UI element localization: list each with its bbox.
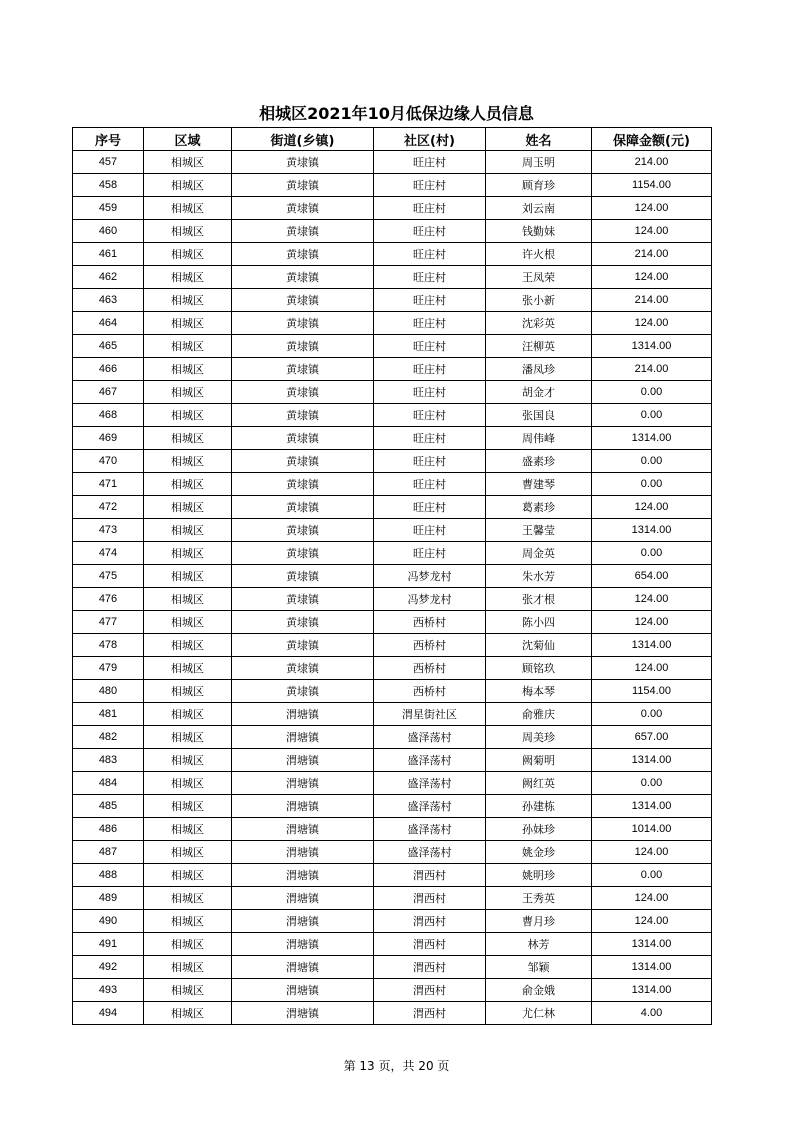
cell-street: 黄埭镇 [232, 197, 374, 220]
cell-amount: 124.00 [592, 496, 712, 519]
cell-street: 黄埭镇 [232, 588, 374, 611]
cell-index: 493 [73, 979, 144, 1002]
table-row [73, 703, 712, 726]
cell-amount: 124.00 [592, 266, 712, 289]
table-row [73, 818, 712, 841]
cell-community: 旺庄村 [374, 220, 486, 243]
cell-name: 梅本琴 [486, 680, 592, 703]
cell-community: 西桥村 [374, 634, 486, 657]
cell-community: 旺庄村 [374, 542, 486, 565]
column-header-index: 序号 [73, 128, 144, 151]
cell-name: 沈彩英 [486, 312, 592, 335]
cell-region: 相城区 [144, 657, 232, 680]
table-row [73, 565, 712, 588]
cell-region: 相城区 [144, 519, 232, 542]
cell-region: 相城区 [144, 887, 232, 910]
cell-name: 钱勤妹 [486, 220, 592, 243]
cell-street: 黄埭镇 [232, 634, 374, 657]
cell-index: 478 [73, 634, 144, 657]
cell-index: 487 [73, 841, 144, 864]
cell-street: 渭塘镇 [232, 956, 374, 979]
table-row [73, 243, 712, 266]
cell-index: 470 [73, 450, 144, 473]
cell-region: 相城区 [144, 611, 232, 634]
cell-street: 黄埭镇 [232, 611, 374, 634]
cell-index: 467 [73, 381, 144, 404]
cell-index: 489 [73, 887, 144, 910]
cell-street: 黄埭镇 [232, 220, 374, 243]
table-row [73, 795, 712, 818]
cell-index: 458 [73, 174, 144, 197]
table-row [73, 979, 712, 1002]
cell-name: 张国良 [486, 404, 592, 427]
cell-community: 旺庄村 [374, 450, 486, 473]
table-row [73, 335, 712, 358]
cell-index: 468 [73, 404, 144, 427]
cell-amount: 654.00 [592, 565, 712, 588]
cell-name: 周金英 [486, 542, 592, 565]
page-footer: 第 13 页，共 20 页 [343, 1059, 450, 1073]
cell-index: 471 [73, 473, 144, 496]
cell-street: 黄埭镇 [232, 381, 374, 404]
cell-community: 盛泽荡村 [374, 795, 486, 818]
table-row [73, 473, 712, 496]
cell-community: 旺庄村 [374, 358, 486, 381]
cell-amount: 214.00 [592, 289, 712, 312]
cell-amount: 0.00 [592, 864, 712, 887]
cell-name: 王凤荣 [486, 266, 592, 289]
cell-street: 黄埭镇 [232, 358, 374, 381]
table-body [73, 151, 712, 1025]
table-row [73, 519, 712, 542]
column-header-name: 姓名 [486, 128, 592, 151]
cell-community: 盛泽荡村 [374, 841, 486, 864]
cell-community: 旺庄村 [374, 197, 486, 220]
cell-index: 466 [73, 358, 144, 381]
cell-index: 484 [73, 772, 144, 795]
table-row [73, 726, 712, 749]
cell-region: 相城区 [144, 634, 232, 657]
cell-community: 旺庄村 [374, 151, 486, 174]
cell-region: 相城区 [144, 496, 232, 519]
cell-street: 黄埭镇 [232, 151, 374, 174]
table-row [73, 266, 712, 289]
cell-index: 481 [73, 703, 144, 726]
table-row [73, 841, 712, 864]
cell-index: 463 [73, 289, 144, 312]
cell-amount: 0.00 [592, 381, 712, 404]
cell-community: 渭星街社区 [374, 703, 486, 726]
cell-amount: 1154.00 [592, 174, 712, 197]
cell-region: 相城区 [144, 289, 232, 312]
cell-name: 俞雅庆 [486, 703, 592, 726]
cell-region: 相城区 [144, 174, 232, 197]
cell-community: 西桥村 [374, 657, 486, 680]
cell-region: 相城区 [144, 795, 232, 818]
data-table [72, 127, 712, 1025]
cell-name: 朱水芳 [486, 565, 592, 588]
cell-street: 黄埭镇 [232, 266, 374, 289]
cell-community: 渭西村 [374, 910, 486, 933]
cell-index: 479 [73, 657, 144, 680]
table-row [73, 542, 712, 565]
table-row [73, 657, 712, 680]
table-row [73, 404, 712, 427]
cell-street: 渭塘镇 [232, 772, 374, 795]
cell-region: 相城区 [144, 312, 232, 335]
cell-name: 张小新 [486, 289, 592, 312]
cell-community: 盛泽荡村 [374, 818, 486, 841]
cell-name: 曹建琴 [486, 473, 592, 496]
cell-street: 黄埭镇 [232, 496, 374, 519]
cell-street: 黄埭镇 [232, 312, 374, 335]
cell-amount: 4.00 [592, 1002, 712, 1025]
cell-amount: 1314.00 [592, 979, 712, 1002]
cell-community: 旺庄村 [374, 404, 486, 427]
cell-index: 469 [73, 427, 144, 450]
cell-name: 周玉明 [486, 151, 592, 174]
table-row [73, 381, 712, 404]
cell-community: 西桥村 [374, 611, 486, 634]
table-row [73, 151, 712, 174]
cell-index: 472 [73, 496, 144, 519]
cell-region: 相城区 [144, 864, 232, 887]
cell-street: 渭塘镇 [232, 864, 374, 887]
cell-street: 渭塘镇 [232, 749, 374, 772]
cell-index: 473 [73, 519, 144, 542]
cell-region: 相城区 [144, 1002, 232, 1025]
cell-street: 黄埭镇 [232, 565, 374, 588]
cell-street: 黄埭镇 [232, 427, 374, 450]
column-header-street: 街道(乡镇) [232, 128, 374, 151]
cell-community: 西桥村 [374, 680, 486, 703]
cell-name: 曹月珍 [486, 910, 592, 933]
cell-street: 渭塘镇 [232, 795, 374, 818]
cell-index: 461 [73, 243, 144, 266]
cell-name: 许火根 [486, 243, 592, 266]
table-row [73, 611, 712, 634]
cell-amount: 1314.00 [592, 933, 712, 956]
table-row [73, 1002, 712, 1025]
cell-community: 渭西村 [374, 979, 486, 1002]
cell-region: 相城区 [144, 933, 232, 956]
cell-amount: 1154.00 [592, 680, 712, 703]
cell-region: 相城区 [144, 565, 232, 588]
cell-name: 周伟峰 [486, 427, 592, 450]
cell-community: 冯梦龙村 [374, 565, 486, 588]
cell-street: 渭塘镇 [232, 933, 374, 956]
cell-index: 477 [73, 611, 144, 634]
cell-amount: 124.00 [592, 611, 712, 634]
cell-region: 相城区 [144, 266, 232, 289]
cell-region: 相城区 [144, 220, 232, 243]
cell-amount: 1314.00 [592, 795, 712, 818]
table-row [73, 174, 712, 197]
table-row [73, 197, 712, 220]
cell-street: 黄埭镇 [232, 335, 374, 358]
cell-street: 黄埭镇 [232, 680, 374, 703]
cell-community: 旺庄村 [374, 312, 486, 335]
cell-community: 渭西村 [374, 1002, 486, 1025]
cell-index: 486 [73, 818, 144, 841]
cell-street: 渭塘镇 [232, 726, 374, 749]
cell-community: 旺庄村 [374, 381, 486, 404]
cell-region: 相城区 [144, 473, 232, 496]
cell-amount: 0.00 [592, 542, 712, 565]
cell-amount: 1314.00 [592, 634, 712, 657]
cell-name: 尤仁林 [486, 1002, 592, 1025]
cell-amount: 124.00 [592, 197, 712, 220]
cell-region: 相城区 [144, 335, 232, 358]
cell-name: 胡金才 [486, 381, 592, 404]
cell-amount: 214.00 [592, 243, 712, 266]
cell-amount: 0.00 [592, 404, 712, 427]
table-row [73, 933, 712, 956]
cell-index: 480 [73, 680, 144, 703]
cell-community: 旺庄村 [374, 473, 486, 496]
cell-amount: 657.00 [592, 726, 712, 749]
cell-region: 相城区 [144, 151, 232, 174]
table-row [73, 450, 712, 473]
cell-name: 孙妹珍 [486, 818, 592, 841]
cell-street: 渭塘镇 [232, 703, 374, 726]
cell-region: 相城区 [144, 450, 232, 473]
cell-community: 渭西村 [374, 933, 486, 956]
cell-index: 491 [73, 933, 144, 956]
cell-region: 相城区 [144, 979, 232, 1002]
cell-region: 相城区 [144, 358, 232, 381]
cell-amount: 124.00 [592, 588, 712, 611]
cell-index: 476 [73, 588, 144, 611]
cell-street: 黄埭镇 [232, 657, 374, 680]
cell-region: 相城区 [144, 404, 232, 427]
cell-index: 494 [73, 1002, 144, 1025]
cell-name: 刘云南 [486, 197, 592, 220]
cell-name: 姚明珍 [486, 864, 592, 887]
cell-street: 渭塘镇 [232, 910, 374, 933]
cell-name: 姚金珍 [486, 841, 592, 864]
cell-community: 旺庄村 [374, 496, 486, 519]
cell-community: 旺庄村 [374, 427, 486, 450]
cell-index: 482 [73, 726, 144, 749]
cell-name: 俞金娥 [486, 979, 592, 1002]
cell-region: 相城区 [144, 427, 232, 450]
table-row [73, 887, 712, 910]
column-header-community: 社区(村) [374, 128, 486, 151]
cell-community: 旺庄村 [374, 266, 486, 289]
cell-name: 王秀英 [486, 887, 592, 910]
cell-street: 黄埭镇 [232, 473, 374, 496]
cell-amount: 1314.00 [592, 335, 712, 358]
cell-name: 顾育珍 [486, 174, 592, 197]
cell-community: 旺庄村 [374, 335, 486, 358]
cell-amount: 124.00 [592, 312, 712, 335]
cell-index: 459 [73, 197, 144, 220]
cell-community: 盛泽荡村 [374, 726, 486, 749]
cell-amount: 0.00 [592, 450, 712, 473]
cell-street: 黄埭镇 [232, 289, 374, 312]
cell-community: 渭西村 [374, 887, 486, 910]
cell-name: 盛素珍 [486, 450, 592, 473]
table-row [73, 864, 712, 887]
cell-index: 464 [73, 312, 144, 335]
table-row [73, 749, 712, 772]
table-row [73, 772, 712, 795]
table-row [73, 910, 712, 933]
cell-street: 渭塘镇 [232, 818, 374, 841]
cell-street: 黄埭镇 [232, 450, 374, 473]
cell-street: 渭塘镇 [232, 887, 374, 910]
cell-amount: 214.00 [592, 358, 712, 381]
cell-amount: 124.00 [592, 841, 712, 864]
cell-region: 相城区 [144, 910, 232, 933]
cell-name: 林芳 [486, 933, 592, 956]
cell-amount: 124.00 [592, 657, 712, 680]
table-row [73, 588, 712, 611]
cell-region: 相城区 [144, 542, 232, 565]
cell-name: 王馨莹 [486, 519, 592, 542]
cell-name: 汪柳英 [486, 335, 592, 358]
cell-street: 黄埭镇 [232, 519, 374, 542]
cell-name: 沈菊仙 [486, 634, 592, 657]
table-row [73, 220, 712, 243]
table-row [73, 634, 712, 657]
cell-name: 潘凤珍 [486, 358, 592, 381]
cell-index: 462 [73, 266, 144, 289]
cell-street: 黄埭镇 [232, 243, 374, 266]
cell-community: 盛泽荡村 [374, 749, 486, 772]
cell-street: 渭塘镇 [232, 1002, 374, 1025]
cell-name: 阙菊明 [486, 749, 592, 772]
cell-name: 阙红英 [486, 772, 592, 795]
table-row [73, 496, 712, 519]
cell-community: 旺庄村 [374, 243, 486, 266]
table-row [73, 956, 712, 979]
table-row [73, 680, 712, 703]
cell-name: 顾铭玖 [486, 657, 592, 680]
cell-community: 渭西村 [374, 864, 486, 887]
cell-region: 相城区 [144, 243, 232, 266]
cell-index: 460 [73, 220, 144, 243]
cell-region: 相城区 [144, 772, 232, 795]
cell-region: 相城区 [144, 956, 232, 979]
cell-index: 492 [73, 956, 144, 979]
cell-region: 相城区 [144, 381, 232, 404]
cell-amount: 124.00 [592, 910, 712, 933]
cell-amount: 214.00 [592, 151, 712, 174]
cell-amount: 1314.00 [592, 956, 712, 979]
table-header-row [73, 128, 712, 151]
cell-amount: 1014.00 [592, 818, 712, 841]
cell-community: 旺庄村 [374, 289, 486, 312]
cell-region: 相城区 [144, 726, 232, 749]
cell-community: 渭西村 [374, 956, 486, 979]
cell-index: 475 [73, 565, 144, 588]
cell-street: 渭塘镇 [232, 979, 374, 1002]
cell-street: 黄埭镇 [232, 174, 374, 197]
cell-amount: 124.00 [592, 220, 712, 243]
cell-name: 周美珍 [486, 726, 592, 749]
cell-amount: 1314.00 [592, 519, 712, 542]
page-title: 相城区2021年10月低保边缘人员信息 [259, 104, 534, 123]
cell-community: 盛泽荡村 [374, 772, 486, 795]
cell-index: 465 [73, 335, 144, 358]
cell-index: 483 [73, 749, 144, 772]
cell-amount: 1314.00 [592, 427, 712, 450]
cell-name: 张才根 [486, 588, 592, 611]
cell-region: 相城区 [144, 818, 232, 841]
column-header-region: 区域 [144, 128, 232, 151]
cell-street: 渭塘镇 [232, 841, 374, 864]
column-header-amount: 保障金额(元) [592, 128, 712, 151]
cell-region: 相城区 [144, 703, 232, 726]
cell-name: 葛素珍 [486, 496, 592, 519]
table-row [73, 427, 712, 450]
table-row [73, 358, 712, 381]
cell-name: 陈小四 [486, 611, 592, 634]
cell-name: 孙建栋 [486, 795, 592, 818]
cell-region: 相城区 [144, 749, 232, 772]
cell-index: 490 [73, 910, 144, 933]
cell-community: 旺庄村 [374, 174, 486, 197]
cell-amount: 0.00 [592, 772, 712, 795]
table-row [73, 289, 712, 312]
cell-amount: 124.00 [592, 887, 712, 910]
cell-amount: 1314.00 [592, 749, 712, 772]
cell-region: 相城区 [144, 197, 232, 220]
cell-index: 485 [73, 795, 144, 818]
cell-amount: 0.00 [592, 703, 712, 726]
table-row [73, 312, 712, 335]
cell-index: 488 [73, 864, 144, 887]
cell-region: 相城区 [144, 680, 232, 703]
cell-region: 相城区 [144, 841, 232, 864]
cell-street: 黄埭镇 [232, 542, 374, 565]
cell-community: 冯梦龙村 [374, 588, 486, 611]
cell-name: 邹颖 [486, 956, 592, 979]
cell-amount: 0.00 [592, 473, 712, 496]
cell-street: 黄埭镇 [232, 404, 374, 427]
cell-community: 旺庄村 [374, 519, 486, 542]
cell-index: 474 [73, 542, 144, 565]
cell-region: 相城区 [144, 588, 232, 611]
cell-index: 457 [73, 151, 144, 174]
